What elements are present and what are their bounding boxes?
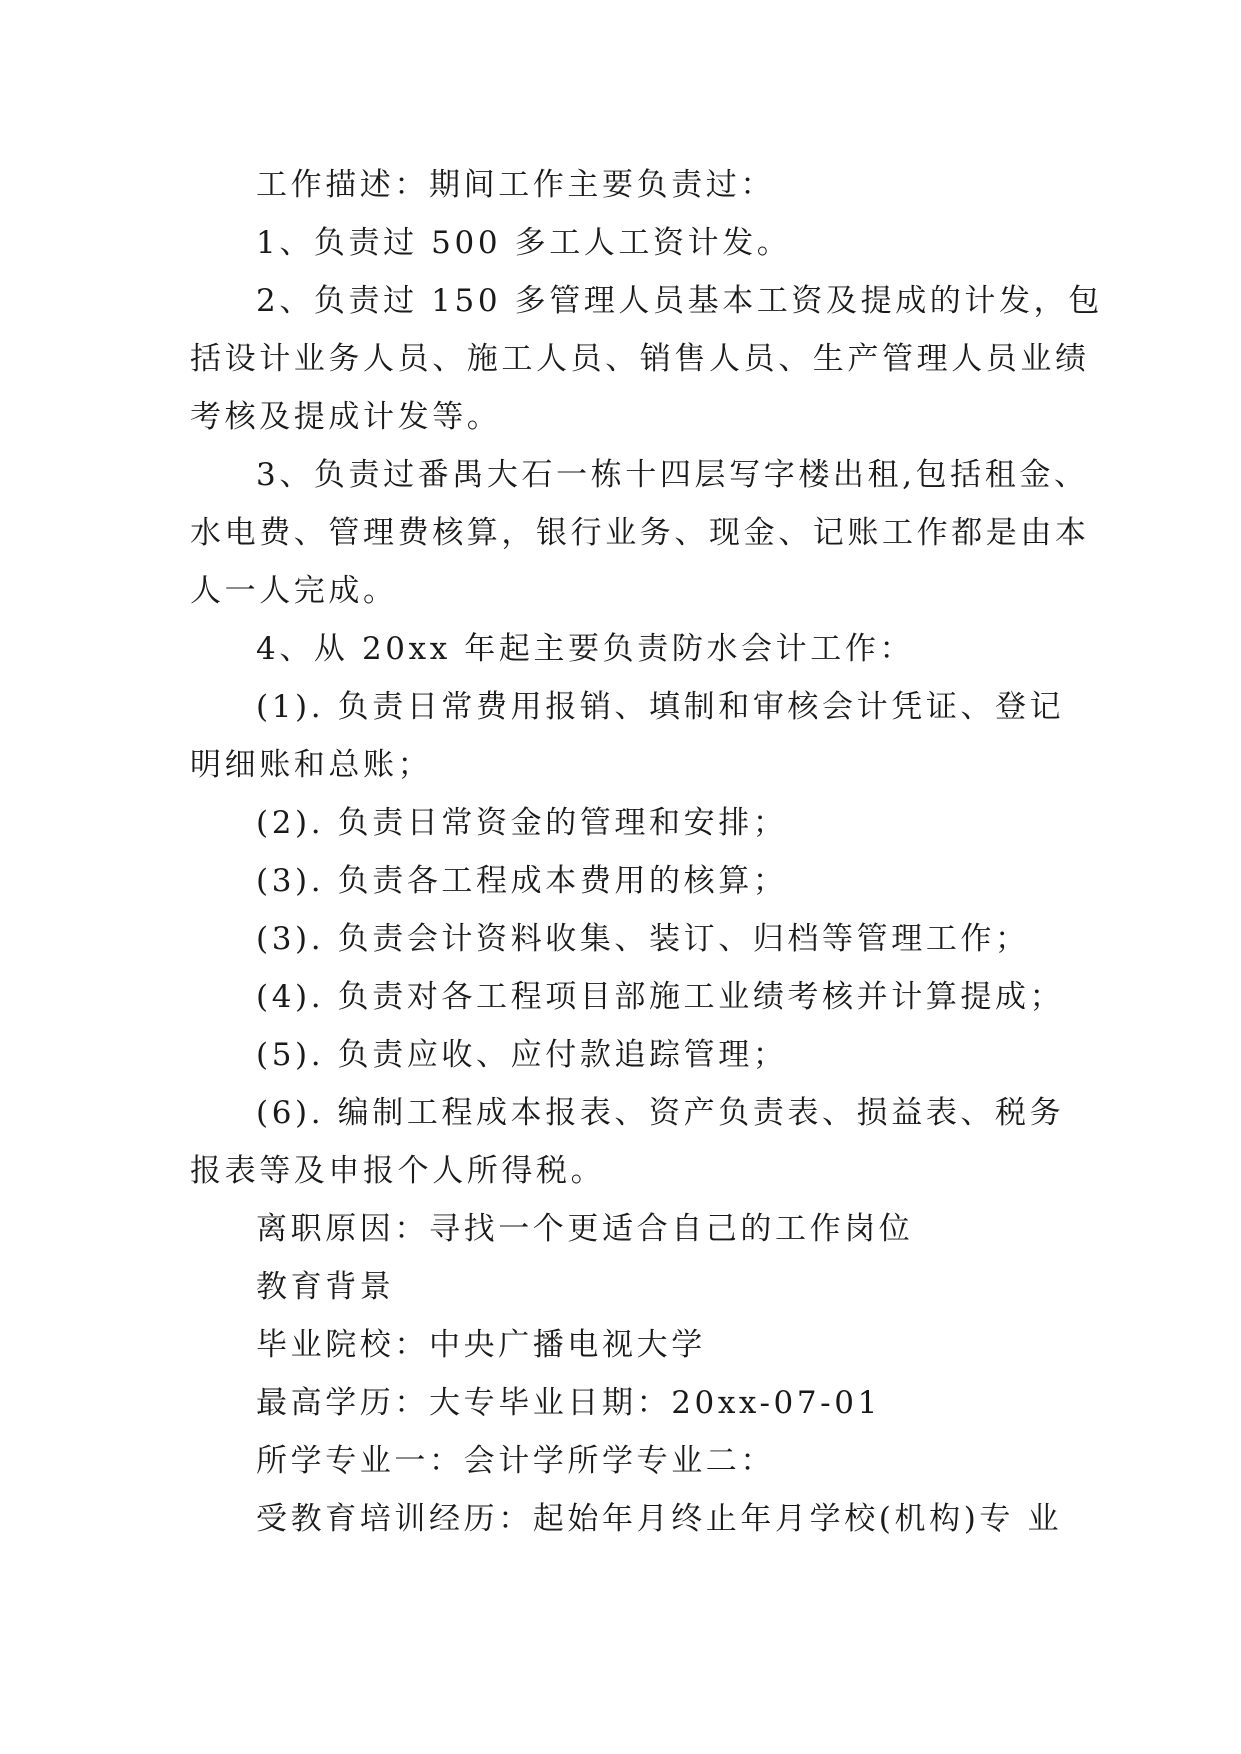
document-page [190, 156, 1103, 1548]
reason-for-leaving: 离职原因：寻找一个更适合自己的工作岗位 [256, 1211, 914, 1247]
graduated-school: 毕业院校：中央广播电视大学 [256, 1327, 706, 1363]
sub-duty-3b: (3). 负责会计资料收集、装订、归档等管理工作； [256, 921, 1030, 957]
major: 所学专业一：会计学所学专业二： [256, 1443, 775, 1479]
duty-item-2-line-2: 括设计业务人员、施工人员、销售人员、生产管理人员业绩 [190, 341, 1090, 377]
duty-item-3-line-1: 3、负责过番禺大石一栋十四层写字楼出租,包括租金、 [256, 457, 1089, 493]
highest-degree: 最高学历：大专毕业日期：20xx-07-01 [256, 1385, 881, 1421]
sub-duty-1-line-2: 明细账和总账； [190, 747, 433, 783]
sub-duty-3a: (3). 负责各工程成本费用的核算； [256, 863, 788, 899]
duty-item-2-line-1: 2、负责过 150 多管理人员基本工资及提成的计发，包 [256, 283, 1103, 319]
sub-duty-6-line-2: 报表等及申报个人所得税。 [190, 1153, 606, 1189]
duty-item-2-line-3: 考核及提成计发等。 [190, 399, 502, 435]
sub-duty-6-line-1: (6). 编制工程成本报表、资产负责表、损益表、税务 [256, 1095, 1065, 1131]
training-history: 受教育培训经历：起始年月终止年月学校(机构)专 业 [256, 1501, 1063, 1537]
sub-duty-1-line-1: (1). 负责日常费用报销、填制和审核会计凭证、登记 [256, 689, 1065, 725]
sub-duty-2: (2). 负责日常资金的管理和安排； [256, 805, 788, 841]
sub-duty-5: (5). 负责应收、应付款追踪管理； [256, 1037, 788, 1073]
duty-item-4: 4、从 20xx 年起主要负责防水会计工作： [256, 631, 915, 667]
work-description-heading: 工作描述：期间工作主要负责过： [256, 167, 775, 203]
sub-duty-4: (4). 负责对各工程项目部施工业绩考核并计算提成； [256, 979, 1065, 1015]
education-heading: 教育背景 [256, 1269, 395, 1305]
duty-item-3-line-2: 水电费、管理费核算，银行业务、现金、记账工作都是由本 [190, 515, 1090, 551]
duty-item-3-line-3: 人一人完成。 [190, 573, 398, 609]
duty-item-1: 1、负责过 500 多工人工资计发。 [256, 225, 792, 261]
